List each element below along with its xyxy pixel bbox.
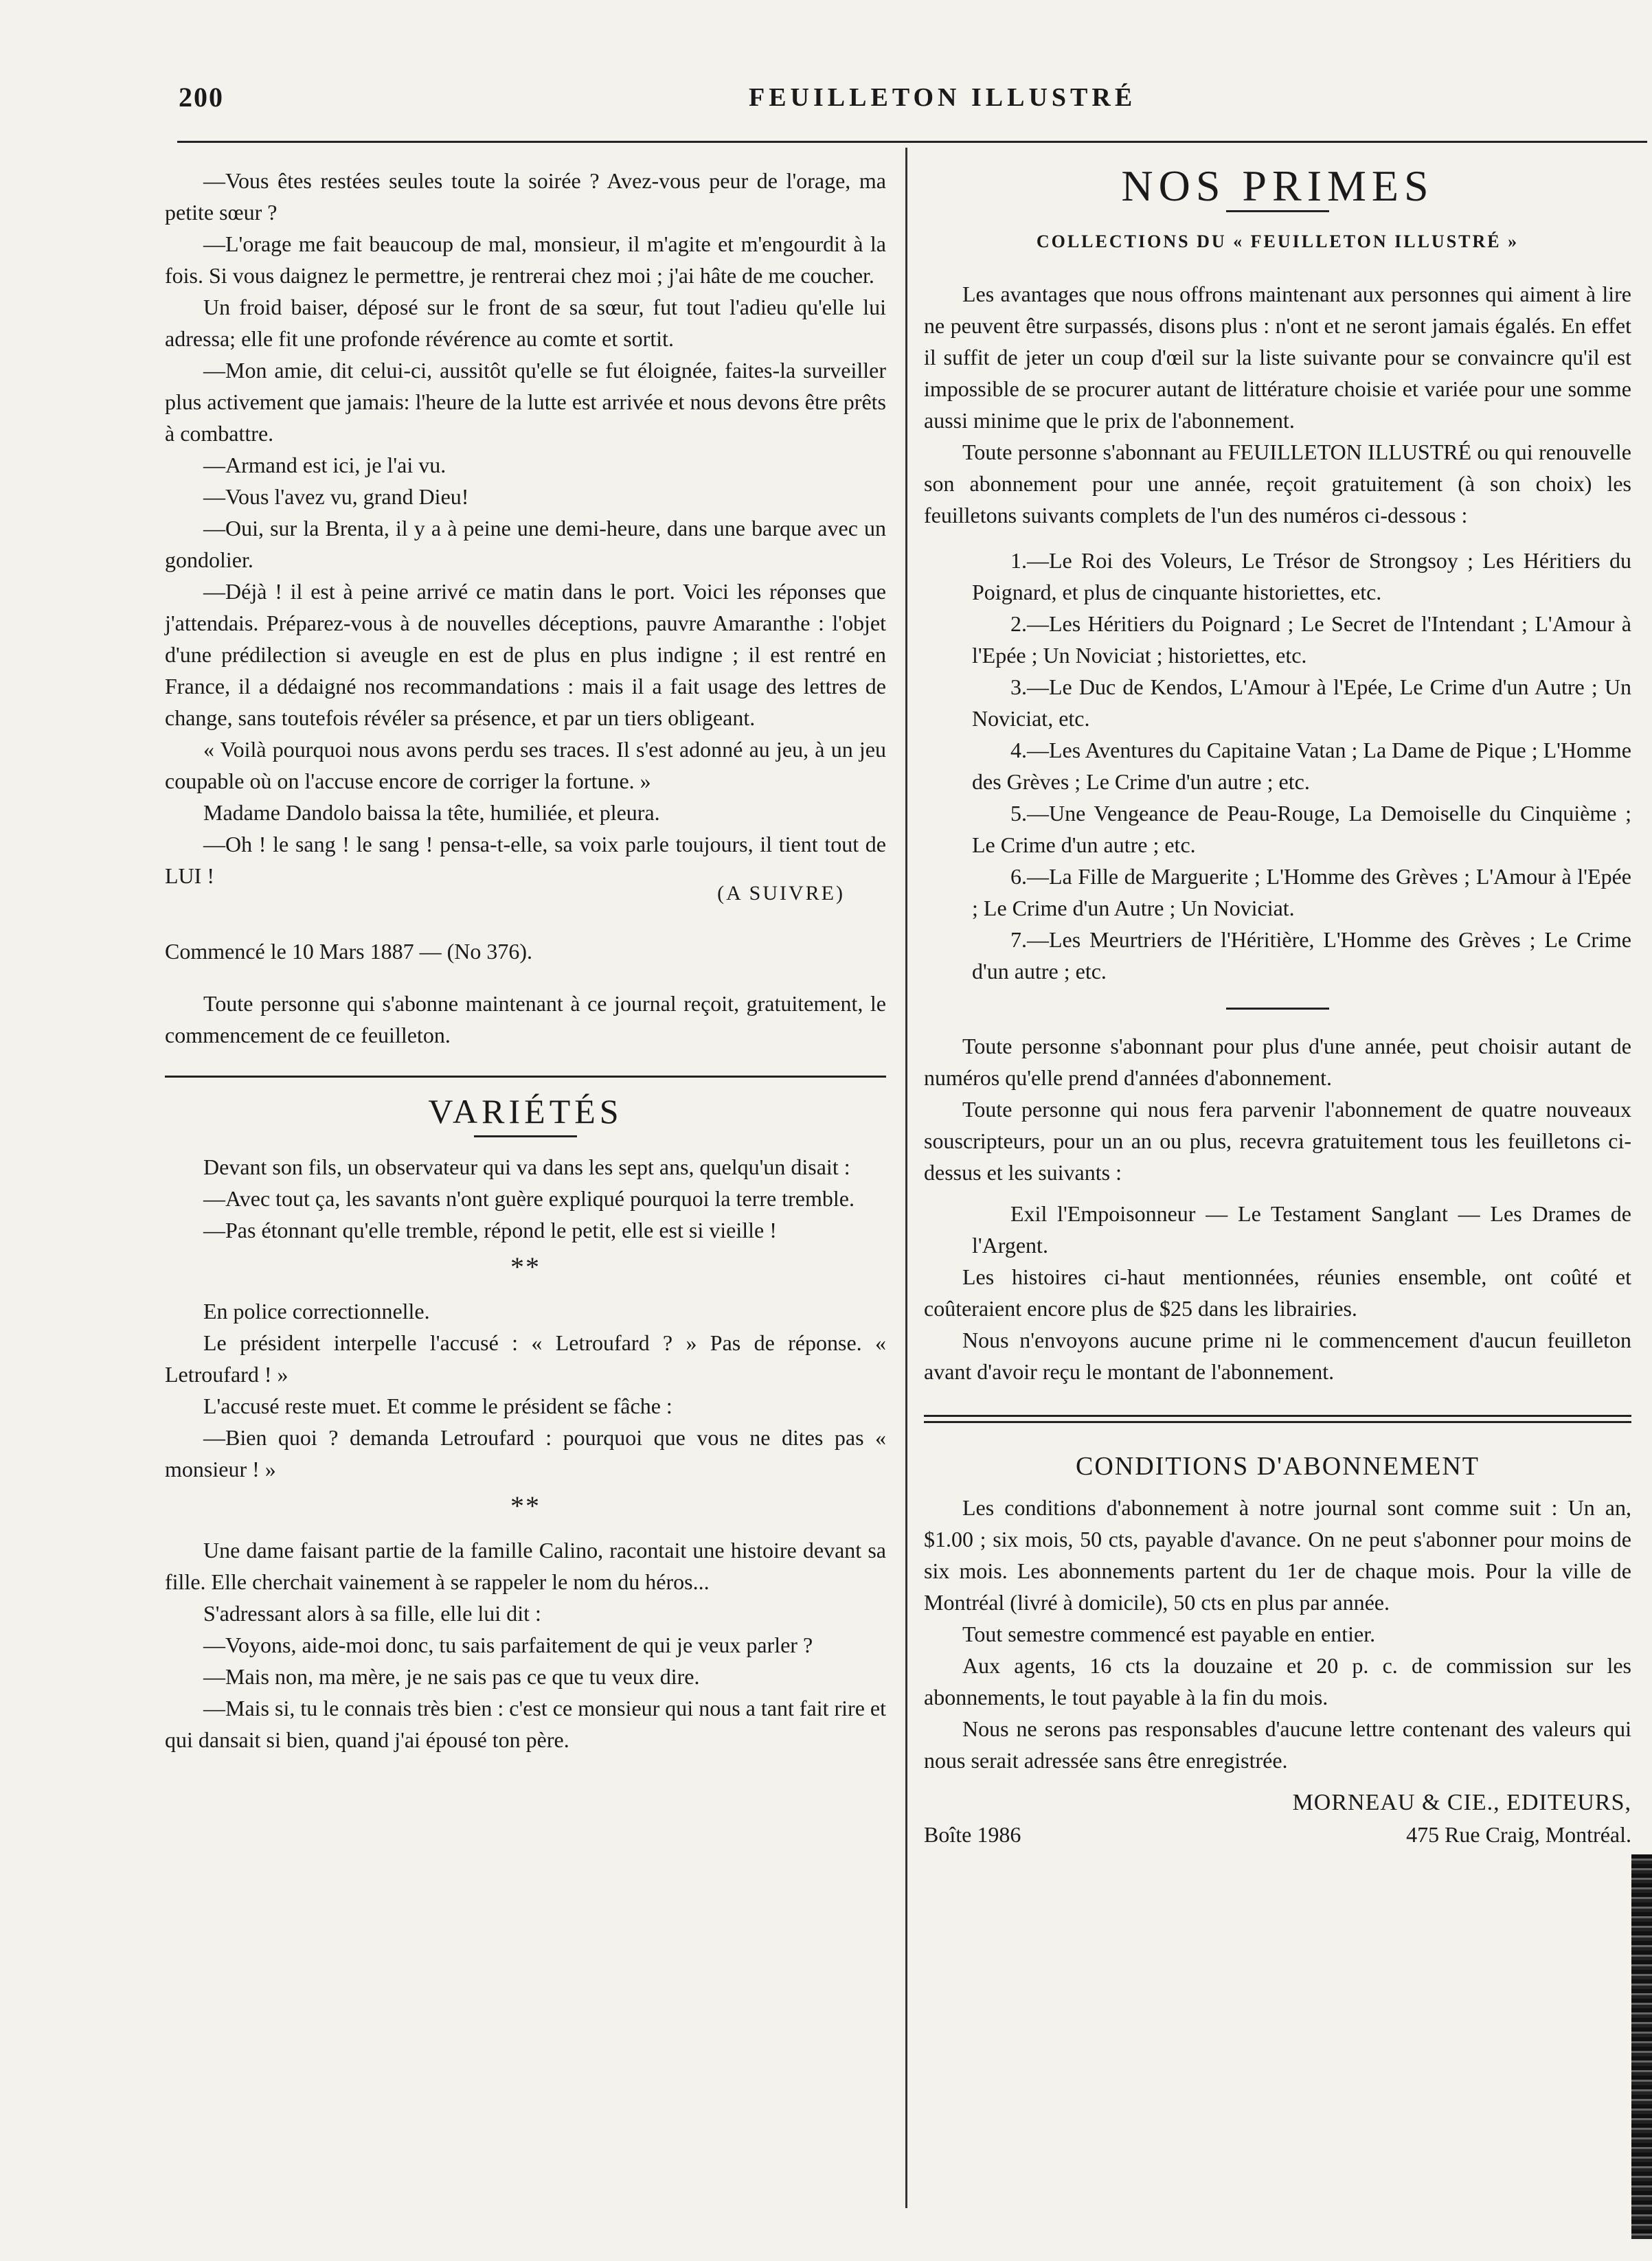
primes-list-item: 7.—Les Meurtriers de l'Héritière, L'Homme des Grèves ; Le Crime d'un autre ; etc. [972, 927, 1631, 984]
primes-list-item: 3.—Le Duc de Kendos, L'Amour à l'Epée, Le Crime d'un Autre ; Un Noviciat, etc. [972, 674, 1631, 731]
anecdote-paragraph: —Avec tout ça, les savants n'ont guère expliqué pourquoi la terre tremble. [203, 1186, 855, 1211]
conditions-paragraph: Les conditions d'abonnement à notre journal sont comme suit : Un an, $1.00 ; six mois, 50 cts, payable d'avance. On ne peut s'abonner pour moins de six mois. Les abonnements partent du 1er de chaque mois. Pour la ville de Montréal (livré à domicile), 50 cts en plus par année. [924, 1495, 1631, 1615]
title-rule [474, 1135, 577, 1137]
primes-paragraph: Toute personne qui nous fera parvenir l'abonnement de quatre nouveaux souscripteurs, pour un an ou plus, recevra gratuitement tous les feuilletons ci-dessus et les suivants : [924, 1097, 1631, 1185]
page-header [158, 76, 1652, 117]
collections-subtitle: COLLECTIONS DU « FEUILLETON ILLUSTRÉ » [1036, 231, 1519, 251]
page-number: 200 [179, 82, 224, 113]
varietes-anecdote-3 [165, 1534, 886, 1756]
a-suivre-line [165, 882, 886, 930]
story-paragraph: —Vous l'avez vu, grand Dieu! [203, 484, 469, 509]
a-suivre: (A SUIVRE) [717, 882, 845, 905]
section-separator [924, 1415, 1631, 1423]
primes-list-item: 2.—Les Héritiers du Poignard ; Le Secret de l'Intendant ; L'Amour à l'Epée ; Un Noviciat ; historiettes, etc. [972, 611, 1631, 668]
anecdote-paragraph: —Mais si, tu le connais très bien : c'est ce monsieur qui nous a tant fait rire et qui dansait si bien, quand j'ai épousé ton père. [165, 1696, 886, 1752]
primes-intro: Les avantages que nous offrons maintenant aux personnes qui aiment à lire ne peuvent être surpassés, disons plus : n'ont et ne seront jamais égalés. En effet il suffit de jeter un coup d'œil sur la liste suivante pour se convaincre qu'il est impossible de se procurer autant de littérature choisie et variée pour une somme aussi minime que le prix de l'abonnement. [924, 282, 1631, 433]
conditions-paragraph: Nous ne serons pas responsables d'aucune lettre contenant des valeurs qui nous serait adressée sans être enregistrée. [924, 1716, 1631, 1773]
varietes-anecdote-1 [165, 1151, 886, 1246]
primes-paragraph: Toute personne s'abonnant pour plus d'une année, peut choisir autant de numéros qu'elle prend d'années d'abonnement. [924, 1034, 1631, 1090]
story-paragraph: Un froid baiser, déposé sur le front de sa sœur, fut tout l'adieu qu'elle lui adressa; elle fit une profonde révérence au comte et sortit. [165, 295, 886, 351]
subscription-notice: Toute personne qui s'abonne maintenant à ce journal reçoit, gratuitement, le commencement de ce feuilleton. [165, 991, 886, 1047]
title-rule [1226, 210, 1329, 212]
conditions-title: CONDITIONS D'ABONNEMENT [1076, 1452, 1480, 1481]
anecdote-paragraph: L'accusé reste muet. Et comme le président se fâche : [203, 1394, 672, 1418]
conditions-paragraph: Tout semestre commencé est payable en entier. [962, 1622, 1376, 1646]
story-paragraph: —Oh ! le sang ! le sang ! pensa-t-elle, sa voix parle toujours, il tient tout de LUI ! [165, 832, 886, 888]
anecdote-paragraph: Le président interpelle l'accusé : « Letroufard ? » Pas de réponse. « Letroufard ! » [165, 1330, 886, 1387]
story-paragraph: —L'orage me fait beaucoup de mal, monsieur, il m'agite et m'engourdit à la fois. Si vous daignez le permettre, je rentrerai chez moi ; j'ai hâte de me coucher. [165, 231, 886, 288]
story-text [165, 165, 886, 891]
story-paragraph: —Mon amie, dit celui-ci, aussitôt qu'elle se fut éloignée, faites-la surveiller plus activement que jamais: l'heure de la lutte est arrivée et nous devons être prêts à combattre. [165, 358, 886, 446]
publisher-address: 475 Rue Craig, Montréal. [1406, 1822, 1631, 1847]
primes-paragraph: Nous n'envoyons aucune prime ni le commencement d'aucun feuilleton avant d'avoir reçu le montant de l'abonnement. [924, 1328, 1631, 1384]
primes-list [924, 545, 1631, 987]
publisher-name: MORNEAU & CIE., EDITEURS, [1292, 1790, 1631, 1815]
primes-list-item: 1.—Le Roi des Voleurs, Le Trésor de Strongsoy ; Les Héritiers du Poignard, et plus de cinquante historiettes, etc. [972, 548, 1631, 604]
story-paragraph: Madame Dandolo baissa la tête, humiliée, et pleura. [203, 800, 660, 825]
anecdote-paragraph: Une dame faisant partie de la famille Calino, racontait une histoire devant sa fille. Elle cherchait vainement à se rappeler le nom du héros... [165, 1538, 886, 1594]
story-paragraph: —Vous êtes restées seules toute la soirée ? Avez-vous peur de l'orage, ma petite sœur ? [165, 168, 886, 225]
primes-intro: Toute personne s'abonnant au FEUILLETON ILLUSTRÉ ou qui renouvelle son abonnement pour une année, reçoit gratuitement (à son choix) les feuilletons suivants complets de l'un des numéros ci-dessous : [924, 440, 1631, 527]
primes-list-item: 4.—Les Aventures du Capitaine Vatan ; La Dame de Pique ; L'Homme des Grèves ; Le Crime d'un autre ; etc. [972, 738, 1631, 794]
primes-paragraph: Les histoires ci-haut mentionnées, réunies ensemble, ont coûté et coûteraient encore plus de $25 dans les librairies. [924, 1264, 1631, 1321]
anecdote-paragraph: Devant son fils, un observateur qui va dans les sept ans, quelqu'un disait : [203, 1155, 850, 1179]
anecdote-paragraph: —Pas étonnant qu'elle tremble, répond le petit, elle est si vieille ! [203, 1218, 777, 1242]
anecdote-paragraph: En police correctionnelle. [203, 1299, 430, 1323]
publisher-footer [924, 1819, 1631, 1853]
section-separator [165, 1076, 886, 1078]
header-rule [177, 141, 1647, 143]
list-rule [1226, 1008, 1329, 1010]
anecdote-paragraph: —Bien quoi ? demanda Letroufard : pourquoi que vous ne dites pas « monsieur ! » [165, 1425, 886, 1481]
page-edge-shadow [1631, 1854, 1652, 2239]
anecdote-paragraph: —Voyons, aide-moi donc, tu sais parfaitement de qui je veux parler ? [203, 1633, 813, 1657]
asterism: ** [510, 1251, 541, 1282]
po-box: Boîte 1986 [924, 1822, 1021, 1847]
conditions-paragraph: Aux agents, 16 cts la douzaine et 20 p. c. de commission sur les abonnements, le tout payable à la fin du mois. [924, 1653, 1631, 1709]
column-divider [905, 148, 907, 2208]
right-column [924, 161, 1631, 1853]
primes-list-item: 5.—Une Vengeance de Peau-Rouge, La Demoiselle du Cinquième ; Le Crime d'un autre ; etc. [972, 801, 1631, 857]
varietes-title: VARIÉTÉS [428, 1092, 623, 1130]
story-paragraph: —Armand est ici, je l'ai vu. [203, 453, 446, 477]
running-title: FEUILLETON ILLUSTRÉ [749, 83, 1137, 112]
varietes-anecdote-2 [165, 1295, 886, 1485]
anecdote-paragraph: S'adressant alors à sa fille, elle lui dit : [203, 1601, 541, 1626]
anecdote-paragraph: —Mais non, ma mère, je ne sais pas ce que tu veux dire. [203, 1664, 700, 1689]
asterism: ** [510, 1490, 541, 1521]
nos-primes-title: NOS PRIMES [1121, 161, 1434, 210]
extra-feuilletons: Exil l'Empoisonneur — Le Testament Sanglant — Les Drames de l'Argent. [972, 1201, 1631, 1258]
left-column [165, 165, 886, 1756]
primes-list-item: 6.—La Fille de Marguerite ; L'Homme des Grèves ; L'Amour à l'Epée ; Le Crime d'un Autre ; Un Noviciat. [972, 864, 1631, 920]
story-paragraph: « Voilà pourquoi nous avons perdu ses traces. Il s'est adonné au jeu, à un jeu coupable où on l'accuse encore de corriger la fortune. » [165, 737, 886, 793]
story-paragraph: —Oui, sur la Brenta, il y a à peine une demi-heure, dans une barque avec un gondolier. [165, 516, 886, 572]
story-paragraph: —Déjà ! il est à peine arrivé ce matin dans le port. Voici les réponses que j'attendais. Préparez-vous à de nouvelles déceptions, pauvre Amaranthe : l'objet d'une prédilection si aveugle en est de plus en plus indigne ; il est rentré en France, il a dédaigné nos recommandations : mais il a fait usage des lettres de change, sans toutefois révéler sa présence, et par un tiers obligeant. [165, 579, 886, 730]
commencement-date: Commencé le 10 Mars 1887 — (No 376). [165, 939, 533, 964]
